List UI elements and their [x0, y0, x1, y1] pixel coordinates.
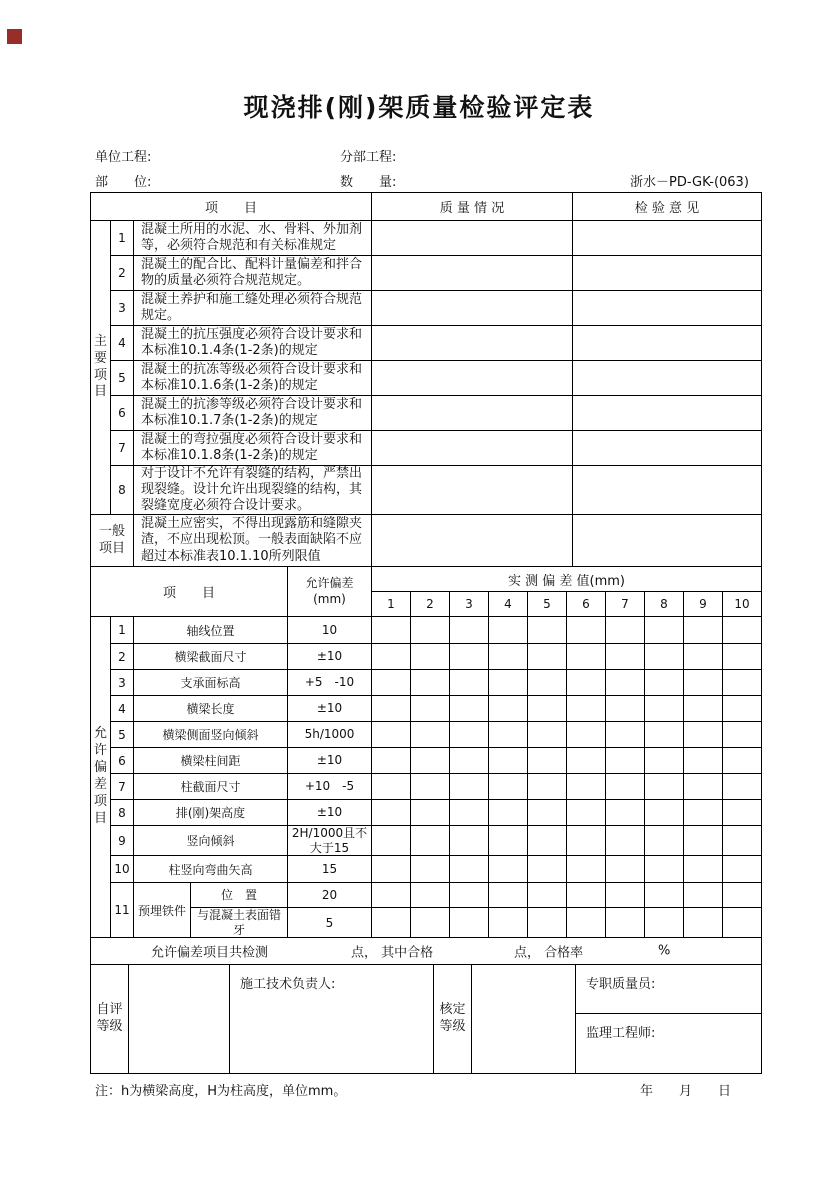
measured-cell[interactable]	[567, 856, 606, 882]
summary-percent-sign: %	[658, 943, 671, 959]
item-text: 混凝土的弯拉强度必须符合设计要求和本标准10.1.8条(1-2条)的规定	[134, 431, 372, 465]
deviation-section-label-text: 允许偏差项目	[93, 726, 107, 826]
opinion-cell[interactable]	[573, 466, 761, 514]
measured-cell[interactable]	[684, 826, 723, 855]
measured-cell[interactable]	[567, 826, 606, 855]
measured-cell[interactable]	[489, 856, 528, 882]
measured-cell[interactable]	[528, 644, 567, 669]
measured-cell[interactable]	[645, 908, 684, 937]
measured-cell[interactable]	[723, 856, 761, 882]
item-text: 混凝土的抗压强度必须符合设计要求和本标准10.1.4条(1-2条)的规定	[134, 326, 372, 360]
measured-cell[interactable]	[567, 883, 606, 907]
deviation-row	[111, 696, 761, 722]
quality-cell[interactable]	[372, 515, 573, 566]
measured-cell[interactable]	[684, 908, 723, 937]
deviation-row	[111, 670, 761, 696]
measured-cell[interactable]	[723, 644, 761, 669]
measured-cell[interactable]	[450, 722, 489, 747]
measured-cell[interactable]	[684, 774, 723, 799]
measured-cell[interactable]	[372, 748, 411, 773]
deviation-name: 轴线位置	[134, 617, 288, 643]
deviation-row	[111, 748, 761, 774]
measured-cell[interactable]	[528, 670, 567, 695]
quality-cell[interactable]	[372, 431, 573, 465]
verify-grade-label	[434, 965, 472, 1073]
measured-cell[interactable]	[528, 883, 567, 907]
footer-note: 注：h为横梁高度，H为柱高度，单位mm。	[95, 1084, 347, 1099]
measured-cell[interactable]	[645, 883, 684, 907]
measured-cell[interactable]	[372, 856, 411, 882]
measured-cell[interactable]	[489, 883, 528, 907]
item-text: 对于设计不允许有裂缝的结构，严禁出现裂缝。设计允许出现裂缝的结构，其裂缝宽度必须符合设计要求。	[134, 466, 372, 514]
measured-cell[interactable]	[684, 722, 723, 747]
tolerance-label-line2: (mm)	[313, 591, 346, 606]
item-number: 6	[111, 396, 134, 430]
general-section-label-text: 一般项目	[98, 523, 125, 556]
division-project-label: 分部工程:	[340, 150, 397, 165]
measured-cell[interactable]	[567, 670, 606, 695]
measured-cell[interactable]	[489, 800, 528, 825]
deviation-subname: 与混凝土表面错牙	[191, 908, 288, 937]
tech-lead-label: 施工技术负责人:	[240, 977, 336, 992]
opinion-cell[interactable]	[573, 515, 761, 566]
measured-cell[interactable]	[723, 722, 761, 747]
tolerance-value: 2H/1000且不大于15	[288, 826, 372, 855]
general-item-text: 混凝土应密实，不得出现露筋和缝隙夹渣，不应出现松顶。一般表面缺陷不应超过本标准表10.1.10所列限值	[134, 515, 372, 566]
summary-rate-label: 点， 合格率	[514, 945, 584, 961]
deviation-number: 8	[111, 800, 134, 825]
deviation-name: 横梁柱间距	[134, 748, 288, 773]
measured-cell[interactable]	[645, 748, 684, 773]
measured-cell[interactable]	[372, 644, 411, 669]
deviation-header-row	[91, 567, 761, 617]
measured-cell[interactable]	[684, 748, 723, 773]
red-corner-mark	[7, 29, 22, 44]
measured-cell[interactable]	[450, 644, 489, 669]
doc-code: 浙水－PD-GK-(063)	[630, 175, 749, 190]
measured-col-header: 9	[684, 592, 723, 616]
quality-cell[interactable]	[372, 361, 573, 395]
measured-cell[interactable]	[723, 774, 761, 799]
quality-cell[interactable]	[372, 326, 573, 360]
deviation-section-label	[91, 617, 111, 938]
measured-cell[interactable]	[450, 856, 489, 882]
opinion-cell[interactable]	[573, 431, 761, 465]
measured-cell[interactable]	[372, 774, 411, 799]
measured-cell[interactable]	[645, 826, 684, 855]
deviation-name: 支承面标高	[134, 670, 288, 695]
measured-cell[interactable]	[372, 617, 411, 643]
main-item-row	[111, 221, 761, 256]
deviation-subname: 位 置	[191, 883, 288, 907]
measured-cell[interactable]	[684, 644, 723, 669]
tolerance-value: ±10	[288, 800, 372, 825]
quality-cell[interactable]	[372, 396, 573, 430]
deviation-name: 排(刚)架高度	[134, 800, 288, 825]
measured-cell[interactable]	[645, 856, 684, 882]
deviation-row	[111, 856, 761, 883]
measured-cell[interactable]	[489, 826, 528, 855]
main-item-row	[111, 291, 761, 326]
measured-cell[interactable]	[411, 774, 450, 799]
measured-cell[interactable]	[723, 883, 761, 907]
item-text: 混凝土的抗冻等级必须符合设计要求和本标准10.1.6条(1-2条)的规定	[134, 361, 372, 395]
measured-cell[interactable]	[489, 748, 528, 773]
measured-cell[interactable]	[528, 617, 567, 643]
item-number: 7	[111, 431, 134, 465]
deviation-section	[91, 617, 761, 938]
quality-cell[interactable]	[372, 221, 573, 255]
measured-col-header: 8	[645, 592, 684, 616]
measured-cell[interactable]	[606, 774, 645, 799]
supervisor-cell[interactable]	[576, 1014, 761, 1073]
measured-cell[interactable]	[372, 696, 411, 721]
quality-officer-cell[interactable]	[576, 965, 761, 1014]
measured-cell[interactable]	[645, 722, 684, 747]
measured-cell[interactable]	[450, 883, 489, 907]
deviation-number: 2	[111, 644, 134, 669]
measured-cell[interactable]	[723, 826, 761, 855]
measured-cell[interactable]	[684, 800, 723, 825]
measured-cell[interactable]	[411, 800, 450, 825]
deviation-number: 11	[111, 883, 134, 937]
measured-cell[interactable]	[450, 617, 489, 643]
measured-col-header: 3	[450, 592, 489, 616]
deviation-number: 10	[111, 856, 134, 882]
measured-cell[interactable]	[723, 800, 761, 825]
quantity-label: 数 量:	[340, 175, 397, 190]
measured-cell[interactable]	[528, 748, 567, 773]
measured-cell[interactable]	[411, 856, 450, 882]
measured-cell[interactable]	[528, 800, 567, 825]
opinion-cell[interactable]	[573, 256, 761, 290]
measured-cell[interactable]	[723, 617, 761, 643]
measured-cell[interactable]	[684, 670, 723, 695]
deviation-header-item: 项 目	[91, 567, 288, 616]
item-number: 8	[111, 466, 134, 514]
measured-cell[interactable]	[645, 774, 684, 799]
col-header-item: 项 目	[91, 193, 372, 220]
tech-lead-cell[interactable]	[230, 965, 434, 1073]
measured-cell[interactable]	[606, 748, 645, 773]
measured-cell[interactable]	[411, 883, 450, 907]
deviation-row	[111, 800, 761, 826]
measured-cell[interactable]	[489, 722, 528, 747]
measured-col-header: 7	[606, 592, 645, 616]
measured-cell[interactable]	[723, 696, 761, 721]
measured-cell[interactable]	[450, 826, 489, 855]
measured-cell[interactable]	[411, 696, 450, 721]
measured-cell[interactable]	[411, 826, 450, 855]
deviation-name: 横梁长度	[134, 696, 288, 721]
item-number: 1	[111, 221, 134, 255]
quality-cell[interactable]	[372, 291, 573, 325]
measured-cell[interactable]	[489, 774, 528, 799]
item-text: 混凝土所用的水泥、水、骨料、外加剂等，必须符合规范和有关标准规定	[134, 221, 372, 255]
measured-col-header: 5	[528, 592, 567, 616]
measured-cell[interactable]	[606, 856, 645, 882]
verify-grade-value-cell[interactable]	[472, 965, 576, 1073]
tolerance-value: 15	[288, 856, 372, 882]
item-number: 5	[111, 361, 134, 395]
main-section-label-text: 主要项目	[93, 333, 107, 400]
measured-col-header: 4	[489, 592, 528, 616]
measured-cell[interactable]	[567, 644, 606, 669]
measured-cell[interactable]	[723, 748, 761, 773]
measured-cell[interactable]	[372, 670, 411, 695]
measured-columns-header-row	[372, 592, 761, 616]
col-header-quality: 质 量 情 况	[372, 193, 573, 220]
measured-cell[interactable]	[489, 696, 528, 721]
measured-cell[interactable]	[723, 670, 761, 695]
deviation-name: 竖向倾斜	[134, 826, 288, 855]
measured-cell[interactable]	[567, 722, 606, 747]
measured-col-header: 2	[411, 592, 450, 616]
self-grade-label	[91, 965, 129, 1073]
quality-cell[interactable]	[372, 256, 573, 290]
main-item-row	[111, 326, 761, 361]
opinion-cell[interactable]	[573, 396, 761, 430]
measured-cell[interactable]	[489, 617, 528, 643]
self-grade-label-text: 自评等级	[96, 1002, 123, 1034]
measured-cell[interactable]	[645, 617, 684, 643]
deviation-number: 3	[111, 670, 134, 695]
inspection-table	[90, 192, 762, 1074]
deviation-number: 6	[111, 748, 134, 773]
col-header-opinion: 检 验 意 见	[634, 201, 700, 216]
measured-col-header: 10	[734, 597, 750, 611]
deviation-row-embedded-parts	[111, 883, 761, 938]
measured-col-header: 6	[567, 592, 606, 616]
deviation-number: 5	[111, 722, 134, 747]
measured-cell[interactable]	[645, 644, 684, 669]
deviation-row	[111, 644, 761, 670]
measured-cell[interactable]	[606, 826, 645, 855]
measured-cell[interactable]	[567, 748, 606, 773]
measured-cell[interactable]	[567, 908, 606, 937]
measured-cell[interactable]	[645, 800, 684, 825]
measured-cell[interactable]	[606, 617, 645, 643]
measured-cell[interactable]	[450, 748, 489, 773]
measured-cell[interactable]	[684, 617, 723, 643]
deviation-header-tolerance	[288, 567, 372, 616]
measured-cell[interactable]	[372, 800, 411, 825]
measured-cell[interactable]	[528, 722, 567, 747]
measured-cell[interactable]	[528, 908, 567, 937]
tolerance-value: ±10	[288, 644, 372, 669]
deviation-row	[111, 722, 761, 748]
main-item-row	[111, 256, 761, 291]
summary-checked-label: 允许偏差项目共检测	[151, 945, 269, 961]
main-section-label	[91, 221, 111, 515]
deviation-row	[111, 617, 761, 644]
main-item-row	[111, 466, 761, 515]
measured-cell[interactable]	[606, 883, 645, 907]
measured-cell[interactable]	[450, 696, 489, 721]
measured-cell[interactable]	[411, 644, 450, 669]
item-text: 混凝土养护和施工缝处理必须符合规范规定。	[134, 291, 372, 325]
deviation-subrow	[191, 883, 761, 908]
deviation-row	[111, 826, 761, 856]
measured-cell[interactable]	[411, 748, 450, 773]
tolerance-value: +5 -10	[288, 670, 372, 695]
item-number: 4	[111, 326, 134, 360]
measured-cell[interactable]	[411, 908, 450, 937]
measured-cell[interactable]	[450, 908, 489, 937]
footer-date: 年 月 日	[640, 1084, 732, 1099]
item-number: 3	[111, 291, 134, 325]
opinion-cell[interactable]	[573, 361, 761, 395]
signature-row	[91, 965, 761, 1073]
measured-cell[interactable]	[723, 908, 761, 937]
main-item-row	[111, 396, 761, 431]
measured-cell[interactable]	[606, 908, 645, 937]
table-header-row	[91, 193, 761, 221]
measured-cell[interactable]	[489, 908, 528, 937]
form-title: 现浇排(刚)架质量检验评定表	[243, 93, 595, 122]
measured-cell[interactable]	[411, 670, 450, 695]
measured-cell[interactable]	[606, 696, 645, 721]
measured-cell[interactable]	[489, 670, 528, 695]
general-section-label	[91, 515, 134, 566]
measured-cell[interactable]	[567, 774, 606, 799]
measured-cell[interactable]	[567, 617, 606, 643]
deviation-number: 4	[111, 696, 134, 721]
measured-cell[interactable]	[567, 696, 606, 721]
tolerance-value: ±10	[288, 748, 372, 773]
opinion-cell[interactable]	[573, 291, 761, 325]
measured-cell[interactable]	[372, 722, 411, 747]
opinion-cell[interactable]	[573, 221, 761, 255]
deviation-name: 柱截面尺寸	[134, 774, 288, 799]
measured-cell[interactable]	[645, 696, 684, 721]
measured-cell[interactable]	[372, 883, 411, 907]
general-item-row	[91, 515, 761, 567]
quality-officer-label: 专职质量员:	[586, 977, 656, 992]
tolerance-value: 5h/1000	[288, 722, 372, 747]
measured-cell[interactable]	[684, 856, 723, 882]
main-items-section	[91, 221, 761, 515]
deviation-name: 柱竖向弯曲矢高	[134, 856, 288, 882]
measured-cell[interactable]	[606, 644, 645, 669]
item-number: 2	[111, 256, 134, 290]
tolerance-label-line1: 允许偏差	[305, 575, 354, 590]
measured-cell[interactable]	[450, 800, 489, 825]
summary-qualified-label: 点， 其中合格	[351, 945, 434, 961]
tolerance-value: +10 -5	[288, 774, 372, 799]
deviation-subrow	[191, 908, 761, 937]
measured-cell[interactable]	[528, 774, 567, 799]
measured-cell[interactable]	[606, 722, 645, 747]
measured-cell[interactable]	[372, 826, 411, 855]
measured-cell[interactable]	[528, 826, 567, 855]
measured-cell[interactable]	[645, 670, 684, 695]
tolerance-value: 20	[288, 883, 372, 907]
deviation-name: 横梁截面尺寸	[134, 644, 288, 669]
main-item-row	[111, 431, 761, 466]
measured-cell[interactable]	[411, 617, 450, 643]
deviation-number: 1	[111, 617, 134, 643]
deviation-number: 9	[111, 826, 134, 855]
measured-values-header: 实 测 偏 差 值(mm)	[372, 567, 761, 592]
item-text: 混凝土的抗渗等级必须符合设计要求和本标准10.1.7条(1-2条)的规定	[134, 396, 372, 430]
supervisor-label: 监理工程师:	[586, 1026, 656, 1041]
measured-cell[interactable]	[606, 800, 645, 825]
measured-cell[interactable]	[528, 696, 567, 721]
unit-project-label: 单位工程:	[95, 150, 152, 165]
deviation-name: 横梁侧面竖向倾斜	[134, 722, 288, 747]
measured-cell[interactable]	[450, 774, 489, 799]
deviation-group-name: 预埋铁件	[134, 883, 191, 937]
embedded-parts-subrows	[191, 883, 761, 937]
measured-cell[interactable]	[450, 670, 489, 695]
measured-cell[interactable]	[372, 908, 411, 937]
quality-cell[interactable]	[372, 466, 573, 514]
main-item-row	[111, 361, 761, 396]
measured-cell[interactable]	[567, 800, 606, 825]
tolerance-value: 10	[288, 617, 372, 643]
deviation-number: 7	[111, 774, 134, 799]
measured-cell[interactable]	[528, 856, 567, 882]
measured-col-header: 1	[372, 592, 411, 616]
self-grade-value-cell[interactable]	[129, 965, 230, 1073]
part-label: 部 位:	[95, 175, 152, 190]
measured-cell[interactable]	[684, 883, 723, 907]
summary-row	[91, 938, 761, 965]
measured-cell[interactable]	[411, 722, 450, 747]
deviation-row	[111, 774, 761, 800]
measured-cell[interactable]	[606, 670, 645, 695]
item-text: 混凝土的配合比、配料计量偏差和拌合物的质量必须符合规范规定。	[134, 256, 372, 290]
tolerance-value: ±10	[288, 696, 372, 721]
verify-grade-label-text: 核定等级	[439, 1002, 466, 1034]
measured-cell[interactable]	[489, 644, 528, 669]
tolerance-value: 5	[288, 908, 372, 937]
measured-cell[interactable]	[684, 696, 723, 721]
opinion-cell[interactable]	[573, 326, 761, 360]
